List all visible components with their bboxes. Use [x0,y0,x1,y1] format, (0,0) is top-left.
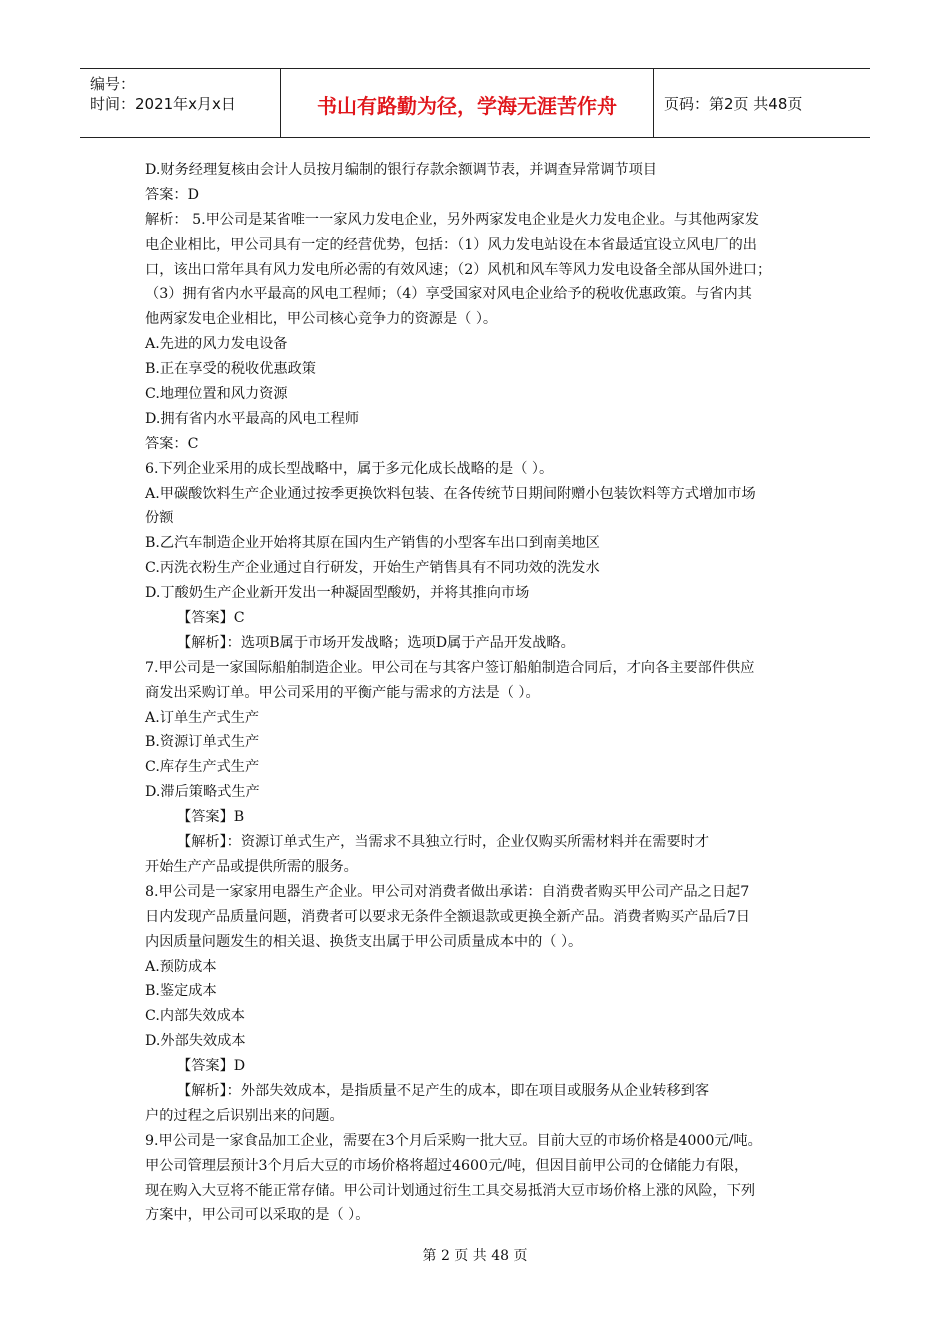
header-motto-cell [281,69,654,137]
document-number-label: 编号： [90,75,136,93]
text-line: 现在购入大豆将不能正常存储。甲公司计划通过衍生工具交易抵消大豆市场价格上涨的风险，下列 [145,1182,756,1199]
header-table [80,68,870,138]
text-line: 方案中，甲公司可以采取的是（ ）。 [145,1207,370,1224]
text-line: 【解析】：外部失效成本，是指质量不足产生的成本，即在项目或服务从企业转移到客 [177,1082,710,1099]
text-line: 日内发现产品质量问题，消费者可以要求无条件全额退款或更换全新产品。消费者购买产品后7日 [145,908,750,925]
text-line: D.滞后策略式生产 [145,784,260,801]
text-line: 7.甲公司是一家国际船舶制造企业。甲公司在与其客户签订船舶制造合同后，才向各主要部件供应 [145,659,755,676]
text-line: 电企业相比，甲公司具有一定的经营优势，包括：（1）风力发电站设在本省最适宜设立风电厂的出 [145,236,757,253]
motto-text: 书山有路勤为径，学海无涯苦作舟 [317,94,617,118]
text-line: 9.甲公司是一家食品加工企业，需要在3个月后采购一批大豆。目前大豆的市场价格是4000元/吨。 [145,1132,762,1149]
text-line: 他两家发电企业相比，甲公司核心竞争力的资源是（ ）。 [145,311,498,328]
text-line: C.内部失效成本 [145,1008,245,1025]
text-line: 答案：D [145,186,199,203]
page-indicator: 页码：第2页 共48页 [664,95,803,113]
text-line: B.正在享受的税收优惠政策 [145,361,316,378]
text-line: 【答案】D [177,1058,246,1075]
text-line: 解析： 5.甲公司是某省唯一一家风力发电企业，另外两家发电企业是火力发电企业。与其他两家发 [145,211,759,228]
text-line: 甲公司管理层预计3个月后大豆的市场价格将超过4600元/吨，但因目前甲公司的仓储能力有限， [145,1157,749,1174]
text-line: A.预防成本 [145,958,217,975]
text-line: D.丁酸奶生产企业新开发出一种凝固型酸奶，并将其推向市场 [145,585,530,602]
text-line: 答案：C [145,435,199,452]
text-line: 【答案】B [177,809,245,826]
text-line: C.地理位置和风力资源 [145,386,288,403]
text-line: 8.甲公司是一家家用电器生产企业。甲公司对消费者做出承诺：自消费者购买甲公司产品之日起7 [145,883,750,900]
text-line: 份额 [145,510,174,527]
text-line: D.拥有省内水平最高的风电工程师 [145,410,360,427]
text-line: 6.下列企业采用的成长型战略中，属于多元化成长战略的是（ ）。 [145,460,554,477]
text-line: A.先进的风力发电设备 [145,336,288,353]
header-meta-cell [80,69,281,137]
text-line: 户的过程之后识别出来的问题。 [145,1107,344,1124]
text-line: 内因质量问题发生的相关退、换货支出属于甲公司质量成本中的（ ）。 [145,933,583,950]
text-line: B.乙汽车制造企业开始将其原在国内生产销售的小型客车出口到南美地区 [145,535,600,552]
text-line: A.订单生产式生产 [145,709,260,726]
text-line: C.库存生产式生产 [145,759,260,776]
text-line: B.资源订单式生产 [145,734,260,751]
text-line: 开始生产产品或提供所需的服务。 [145,858,358,875]
text-line: D.外部失效成本 [145,1033,246,1050]
text-line: 【解析】：资源订单式生产，当需求不具独立行时，企业仅购买所需材料并在需要时才 [177,834,710,851]
text-line: C.丙洗衣粉生产企业通过自行研发，开始生产销售具有不同功效的洗发水 [145,560,600,577]
page-footer: 第 2 页 共 48 页 [422,1248,528,1264]
document-body [145,158,805,1228]
text-line: 口，该出口常年具有风力发电所必需的有效风速；（2）风机和风车等风力发电设备全部从国外进口； [145,261,772,278]
text-line: A.甲碳酸饮料生产企业通过按季更换饮料包装、在各传统节日期间附赠小包装饮料等方式增加市场 [145,485,756,502]
text-line: 【答案】C [177,610,245,627]
text-line: B.鉴定成本 [145,983,217,1000]
text-line: 商发出采购订单。甲公司采用的平衡产能与需求的方法是（ ）。 [145,684,540,701]
text-line: 【解析】：选项B属于市场开发战略；选项D属于产品开发战略。 [177,634,575,651]
document-date-label: 时间：2021年x月x日 [90,95,236,113]
text-line: D.财务经理复核由会计人员按月编制的银行存款余额调节表，并调查异常调节项目 [145,162,657,178]
text-line: （3）拥有省内水平最高的风电工程师；（4）享受国家对风电企业给予的税收优惠政策。与省内其 [145,286,752,303]
header-page-cell [654,69,870,137]
